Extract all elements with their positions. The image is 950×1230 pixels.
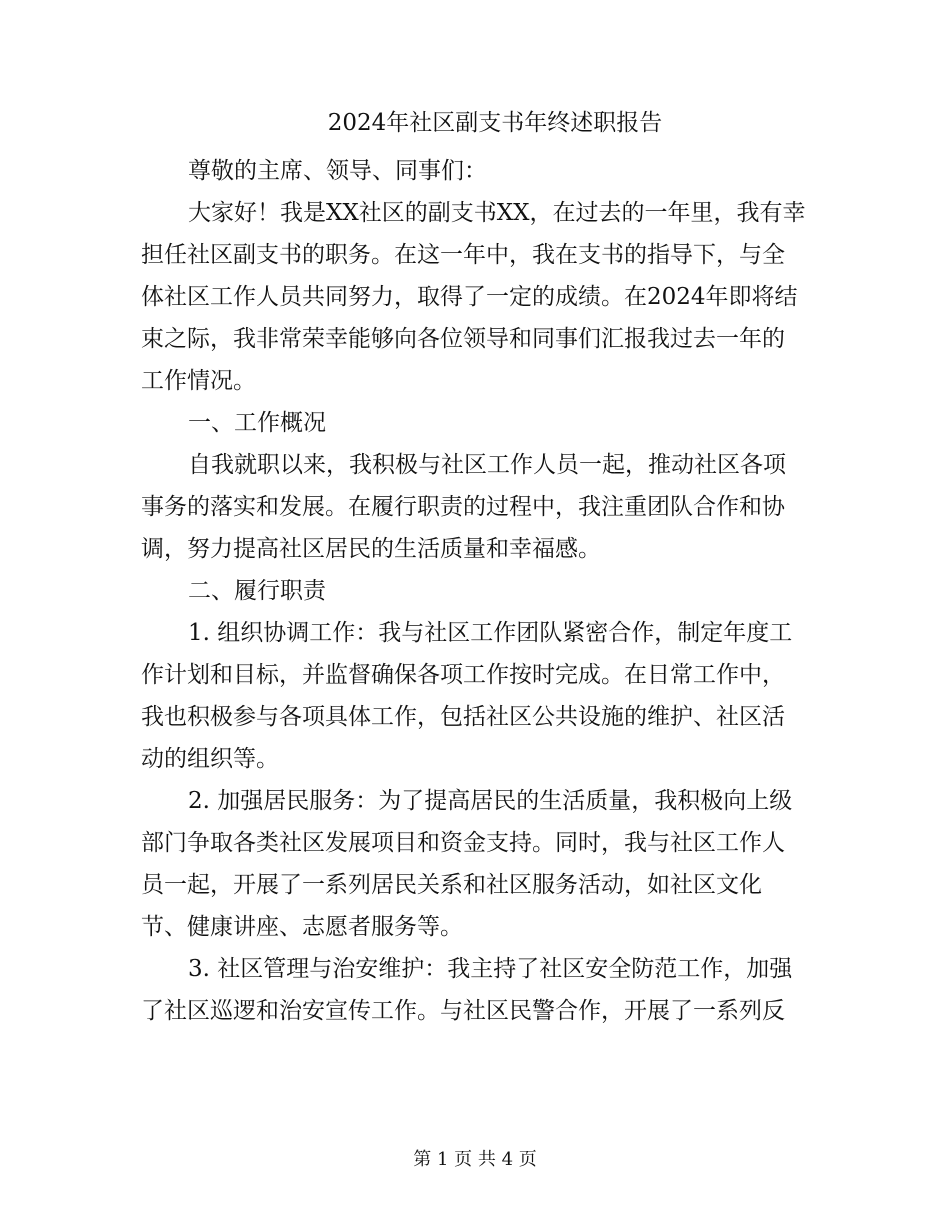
- paragraph-line: 体社区工作人员共同努力，取得了一定的成绩。在2024年即将结: [141, 284, 798, 310]
- paragraph-line: 我也积极参与各项具体工作，包括社区公共设施的维护、社区活: [141, 704, 785, 730]
- document-body: [141, 150, 809, 1032]
- paragraph-line: 3. 社区管理与治安维护：我主持了社区安全防范工作，加强: [188, 956, 793, 982]
- paragraph-line: 动的组织等。: [141, 746, 279, 772]
- paragraph-line: 大家好！我是XX社区的副支书XX，在过去的一年里，我有幸: [188, 200, 806, 226]
- paragraph-line: 束之际，我非常荣幸能够向各位领导和同事们汇报我过去一年的: [141, 326, 785, 352]
- page-number-footer: 第 1 页 共 4 页: [413, 1149, 537, 1170]
- paragraph-line: 节、健康讲座、志愿者服务等。: [141, 914, 463, 940]
- paragraph-line: 工作情况。: [141, 368, 256, 394]
- paragraph-line: 2. 加强居民服务：为了提高居民的生活质量，我积极向上级: [188, 788, 793, 814]
- section-heading: 一、工作概况: [188, 410, 326, 436]
- document-title: 2024年社区副支书年终述职报告: [327, 110, 663, 136]
- paragraph-line: 员一起，开展了一系列居民关系和社区服务活动，如社区文化: [141, 872, 762, 898]
- paragraph-line: 作计划和目标，并监督确保各项工作按时完成。在日常工作中，: [141, 662, 785, 688]
- paragraph-line: 事务的落实和发展。在履行职责的过程中，我注重团队合作和协: [141, 494, 785, 520]
- paragraph-line: 了社区巡逻和治安宣传工作。与社区民警合作，开展了一系列反: [141, 998, 785, 1024]
- paragraph-line: 自我就职以来，我积极与社区工作人员一起，推动社区各项: [188, 452, 786, 478]
- section-heading: 二、履行职责: [188, 578, 326, 604]
- paragraph-line: 担任社区副支书的职务。在这一年中，我在支书的指导下，与全: [141, 242, 785, 268]
- paragraph-line: 调，努力提高社区居民的生活质量和幸福感。: [141, 536, 601, 562]
- paragraph-line: 部门争取各类社区发展项目和资金支持。同时，我与社区工作人: [141, 830, 785, 856]
- salutation-line: 尊敬的主席、领导、同事们：: [188, 158, 487, 184]
- paragraph-line: 1. 组织协调工作：我与社区工作团队紧密合作，制定年度工: [188, 620, 793, 646]
